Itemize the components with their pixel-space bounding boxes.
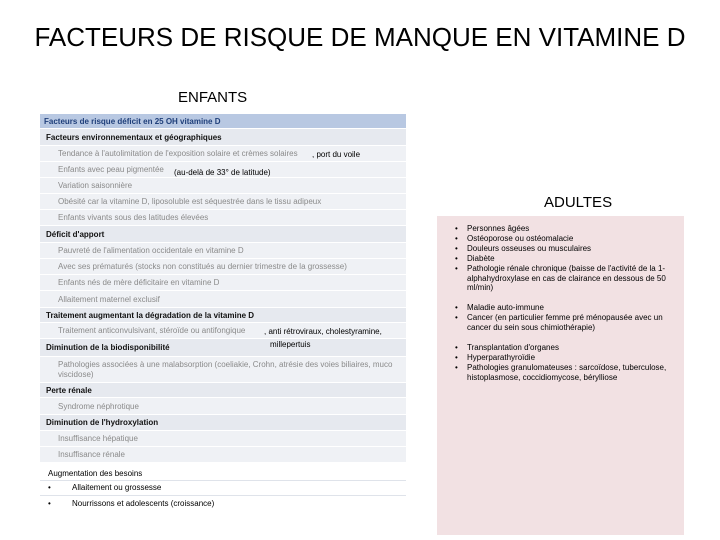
table-row: Avec ses prématurés (stocks non constitués au dernier trimestre de la grossesse)	[40, 259, 406, 275]
table-row: Pauvreté de l'alimentation occidentale en vitamine D	[40, 243, 406, 259]
adultes-list	[437, 216, 684, 535]
table-row: Facteurs environnementaux et géographiques	[40, 129, 406, 146]
bullet: •	[455, 303, 458, 312]
bullet: •	[455, 244, 458, 253]
bullet: •	[455, 363, 458, 372]
list-item-text: Pathologies granulomateuses : sarcoïdose, tuberculose, histoplasmose, coccidiomycose, bérylliose	[467, 363, 667, 382]
besoins-box	[40, 463, 406, 513]
list-item-text: Hyperparathyroïdie	[467, 353, 536, 362]
bullet: •	[455, 234, 458, 243]
besoins-item: Allaitement ou grossesse	[72, 483, 162, 492]
list-item-text: Diabète	[467, 254, 495, 263]
bullet: •	[455, 224, 458, 233]
enfants-heading: ENFANTS	[178, 89, 248, 106]
list-item-text: Pathologie rénale chronique (baisse de l'activité de la 1-alphahydroxylase en cas de clairance en dessous de 50 ml/min)	[467, 264, 666, 293]
bullet: •	[455, 343, 458, 352]
table-header: Facteurs de risque déficit en 25 OH vitamine D	[40, 114, 406, 129]
table-row: Pathologies associées à une malabsorption (coeliakie, Crohn, atrésie des voies biliaires, muco viscidose)	[40, 357, 406, 383]
table-row: Traitement anticonvulsivant, stéroïde ou antifongique	[40, 323, 406, 339]
bullet: •	[455, 353, 458, 362]
annotation-millepertuis: millepertuis	[270, 340, 311, 349]
bullet: •	[455, 313, 458, 322]
adultes-heading: ADULTES	[544, 194, 613, 211]
enfants-risk-table	[40, 114, 406, 513]
table-row: Insuffisance hépatique	[40, 431, 406, 447]
list-item-text: Personnes âgées	[467, 224, 530, 233]
besoins-title: Augmentation des besoins	[48, 469, 143, 478]
annotation-antiretroviraux: , anti rétroviraux, cholestyramine,	[264, 327, 382, 336]
annotation-port-voile: , port du voile	[312, 150, 361, 159]
table-row: Perte rénale	[40, 383, 406, 398]
bullet: •	[455, 264, 458, 273]
table-row: Tendance à l'autolimitation de l'exposition solaire et crèmes solaires	[40, 146, 406, 162]
besoins-item: Nourrissons et adolescents (croissance)	[72, 499, 215, 508]
table-row: Déficit d'apport	[40, 226, 406, 243]
table-row: Enfants nés de mère déficitaire en vitamine D	[40, 275, 406, 291]
table-row: Traitement augmentant la dégradation de la vitamine D	[40, 308, 406, 323]
page-title: FACTEURS DE RISQUE DE MANQUE EN VITAMINE D	[34, 22, 686, 52]
bullet: •	[48, 499, 51, 508]
list-item-text: Cancer (en particulier femme pré ménopausée avec un cancer du sein sous chimiothérapie)	[467, 313, 663, 332]
table-row: Syndrome néphrotique	[40, 398, 406, 415]
list-item-text: Ostéoporose ou ostéomalacie	[467, 234, 574, 243]
table-row: Obésité car la vitamine D, liposoluble est séquestrée dans le tissu adipeux	[40, 194, 406, 210]
list-item-text: Transplantation d'organes	[467, 343, 559, 352]
table-row: Enfants avec peau pigmentée	[40, 162, 406, 178]
list-item-text: Douleurs osseuses ou musculaires	[467, 244, 592, 253]
table-row: Diminution de l'hydroxylation	[40, 415, 406, 431]
divider	[40, 480, 406, 481]
table-row: Diminution de la biodisponibilité	[40, 339, 406, 357]
table-row: Allaitement maternel exclusif	[40, 291, 406, 308]
bullet: •	[455, 254, 458, 263]
table-row: Insuffisance rénale	[40, 447, 406, 463]
annotation-latitude: (au-delà de 33° de latitude)	[174, 168, 271, 177]
table-row: Enfants vivants sous des latitudes élevées	[40, 210, 406, 226]
table-row: Variation saisonnière	[40, 178, 406, 194]
list-item-text: Maladie auto-immune	[467, 303, 544, 312]
divider	[40, 495, 406, 496]
bullet: •	[48, 483, 51, 492]
